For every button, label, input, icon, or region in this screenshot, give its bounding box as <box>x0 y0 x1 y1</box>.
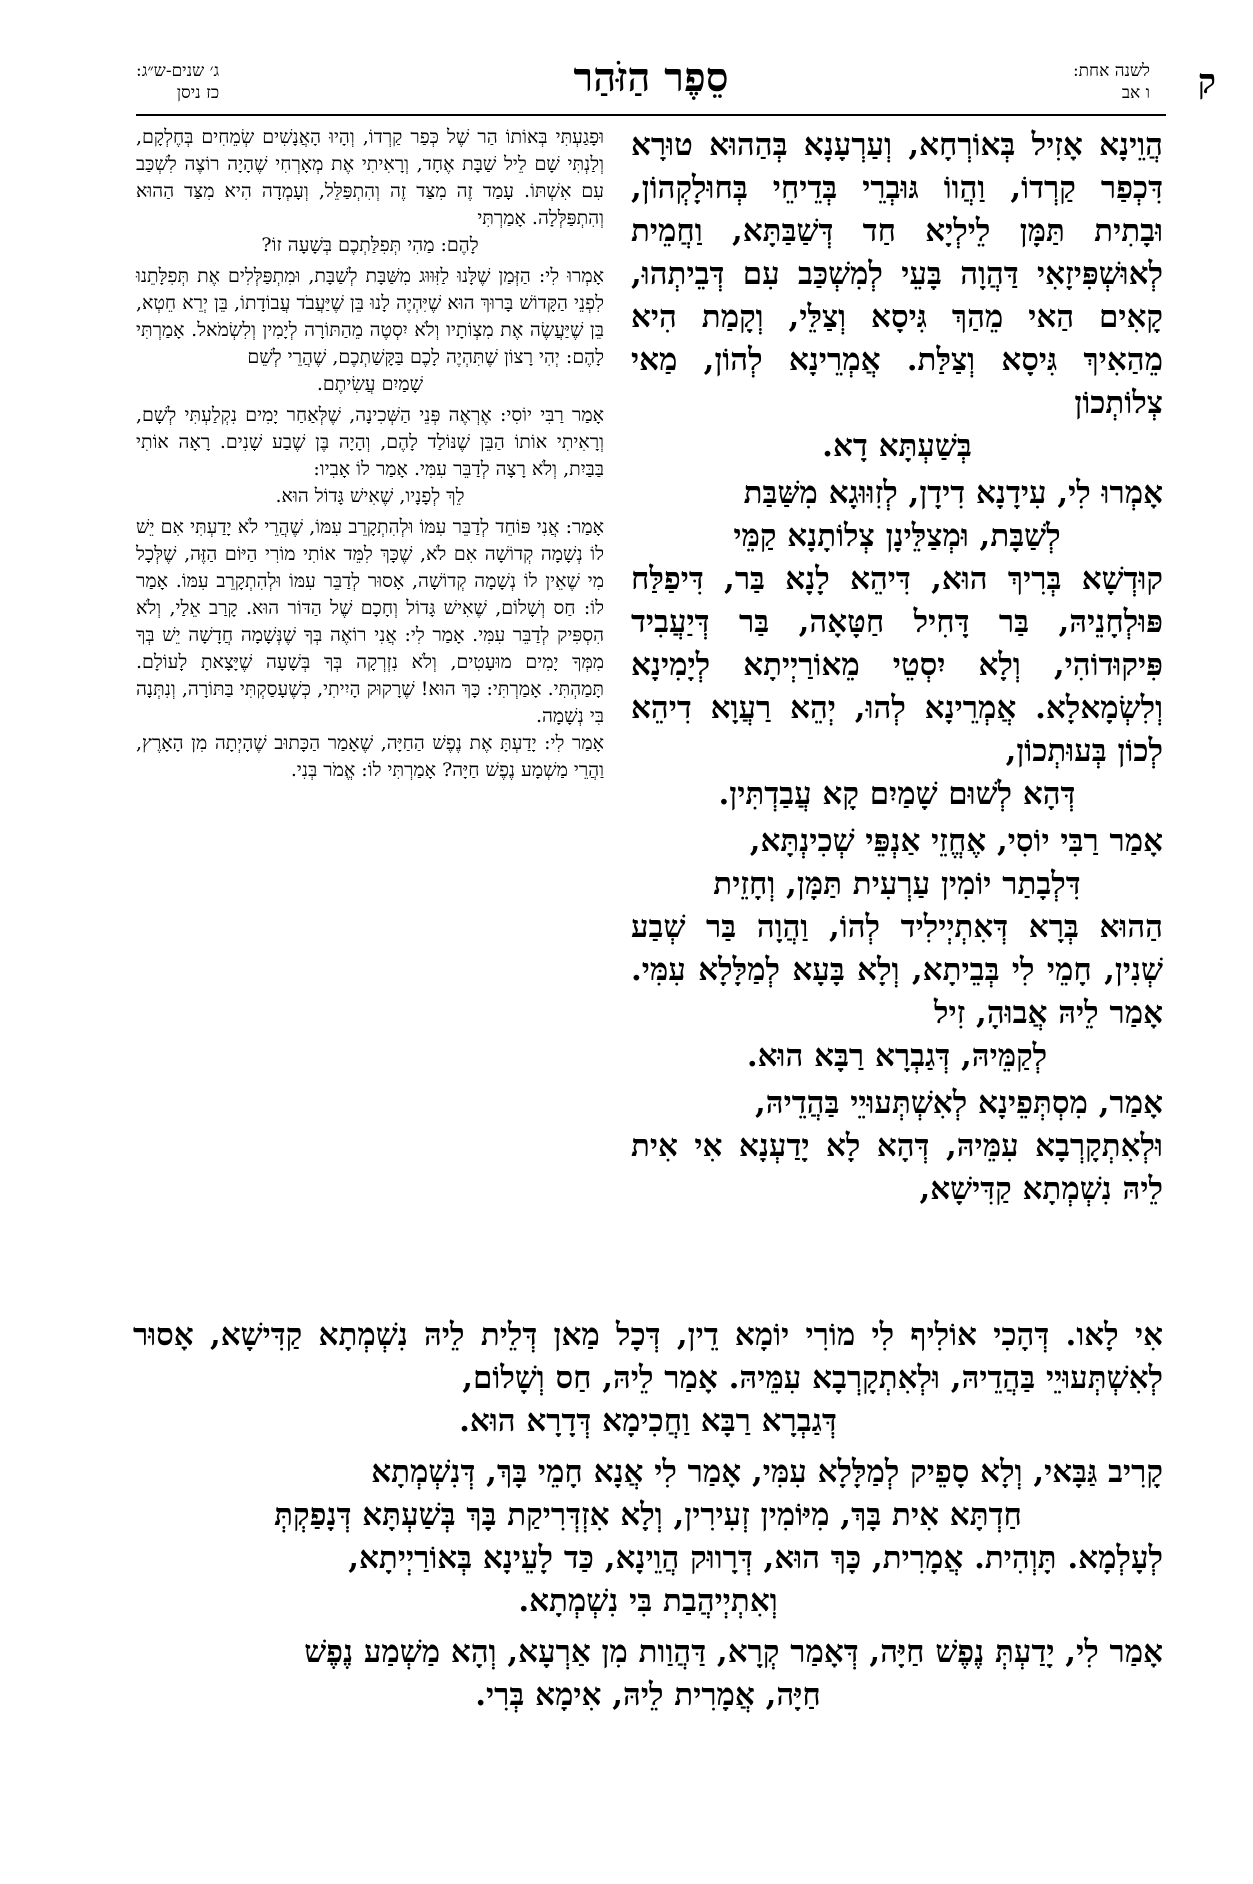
aramaic-paragraph: הֲוֵינָא אָזִיל בְּאוֹרְחָא, וְעַרְעָנָא בְּהַהוּא טוּרָא דִּכְפַר קַרְדוֹ, וַהֲווֹ גּוּבְרֵי בְּדֵיחֵי בְּחוּלָקְהוֹן, וּבָתִית תַּמָּן לֵילְיָא חַד דְּשַׁבַּתָּא, וַחֲמֵית לְאוּשְׁפִּיזָאִי דַּהֲוָה בָּעֵי לְמִשְׁכַּב עִם דְּבֵיתְהוּ, קָאִים הַאי מֵהַךְ גִּיסָא וְצַלֵּי, וְקָמַת הִיא מֵהַאִיךְ גִּיסָא וְצַלַּת. אֲמְרֵינָא לְהוֹן, מַאי צְלוֹתְכוֹן <box>631 127 1163 421</box>
right-header-bottom: ו אב <box>1121 83 1150 103</box>
aramaic-paragraph: וְאִתְיְיהֲבַת בִּי נִשְׁמְתָא. <box>518 1583 778 1619</box>
hebrew-paragraph: אָמַר: אֲנִי פּוֹחֵד לְדַבֵּר עִמּוֹ וּלְהִתְקָרֵב עִמּוֹ, שֶׁהֲרֵי לֹא יָדַעְתִּי אִם יֵשׁ לוֹ נְשָׁמָה קְדוֹשָׁה אִם לֹא, שֶׁכָּךְ לִמֵּד אוֹתִי מוֹרִי הַיּוֹם הַזֶּה, שֶׁלְּכָל מִי שֶׁאֵין לוֹ נְשָׁמָה קְדוֹשָׁה, אָסוּר לְדַבֵּר עִמּוֹ וּלְהִתְקָרֵב עִמּוֹ. אָמַר לוֹ: חַס וְשָׁלוֹם, שֶׁאִישׁ גָּדוֹל וְחָכָם שֶׁל הַדּוֹר הוּא. קָרַב אֵלַי, וְלֹא הִסְפִּיק לְדַבֵּר עִמִּי. אָמַר לִי: אֲנִי רוֹאֶה בְּךָ שֶׁנְּשָׁמָה חֲדָשָׁה יֵשׁ בְּךָ מִמְּךָ יָמִים מוּעָטִים, וְלֹא נִזְרְקָה בְּךָ בְּשָׁעָה שֶׁיָּצָאתָ לָעוֹלָם. תָּמַהְתִּי. אָמַרְתִּי: כָּךְ הוּא! שֶׁרָקוּק הָיִיתִי, כְּשֶׁעָסַקְתִּי בַּתּוֹרָה, וְנִתְּנָה בִּי נְשָׁמָה. <box>136 516 604 727</box>
aramaic-paragraph: אָמַר רַבִּי יוֹסִי, אֶחֱזֵי אַנְפֵּי שְׁכִינְתָּא, <box>749 823 1163 859</box>
hebrew-paragraph: וּפָגַעְתִּי בְּאוֹתוֹ הַר שֶׁל כְּפַר קַרְדוֹ, וְהָיוּ הָאֲנָשִׁים שְׂמֵחִים בְּחֶלְקָם, וְלַנְתִּי שָׁם לֵיל שַׁבָּת אֶחָד, וְרָאִיתִי אֶת מְאָרְחִי שֶׁהָיָה רוֹצֶה לִשְׁכַּב עִם אִשְׁתּוֹ. עָמַד זֶה מִצַּד זֶה וְהִתְפַּלֵּל, וְעָמְדָה הִיא מִצַּד הַהוּא וְהִתְפַּלְּלָה. אָמַרְתִּי <box>136 126 604 229</box>
hebrew-paragraph: לָהֶם: מַהִי תְּפִלַּתְכֶם בְּשָׁעָה זוֹ? <box>261 234 479 256</box>
aramaic-paragraph: אָמַר לִי, יָדַעְתְּ נֶפֶשׁ חַיָּה, דְּאָמַר קְרָא, דַּהֲוַות מִן אַרְעָא, וְהָא מַשְׁמַע נֶפֶשׁ <box>304 1634 1163 1670</box>
right-header-top: לשנה אחת: <box>1072 61 1150 81</box>
aramaic-paragraph: לְשַׁבָּת, וּמְצַלֵּינָן צְלוֹתָנָא קַמֵּי <box>733 518 1061 554</box>
aramaic-paragraph: דְּגַבְרָא רַבָּא וַחֲכִימָא דְּדָרָא הוּא. <box>459 1403 837 1439</box>
aramaic-paragraph: אָמְרוּ לִי, עִידָנָא דִידָן, לְזִוּוּגָא מִשַּׁבַּת <box>743 475 1163 511</box>
aramaic-paragraph: לְקַמֵּיהּ, דְּגַבְרָא רַבָּא הוּא. <box>746 1038 1048 1074</box>
aramaic-paragraph: דִּלְבָתַר יוֹמִין עַרְעִית תַּמָּן, וְחָזֵית <box>713 866 1081 902</box>
aramaic-paragraph: אִי לָאו. דְּהָכִי אוֹלִיף לִי מוֹרִי יוֹמָא דֵין, דְּכָל מַאן דְּלֵית לֵיהּ נִשְׁמְתָא קַדִּישָׁא, אָסוּר לְאִשְׁתְּעוּיֵי בַּהֲדֵיהּ, וּלְאִתְקָרְבָא עִמֵּיהּ. אָמַר לֵיהּ, חַס וְשָׁלוֹם, <box>133 1317 1163 1396</box>
hebrew-paragraph: אָמַר רַבִּי יוֹסִי: אֶרְאֶה פְּנֵי הַשְּׁכִינָה, שֶׁלְּאַחַר יָמִים נִקְלַעְתִּי לְשָׁם, וְרָאִיתִי אוֹתוֹ הַבֵּן שֶׁנּוֹלַד לָהֶם, וְהָיָה בֶּן שֶׁבַע שָׁנִים. רָאָה אוֹתִי בַּבַּיִת, וְלֹא רָצָה לְדַבֵּר עִמִּי. אָמַר לוֹ אָבִיו: <box>136 404 604 480</box>
aramaic-paragraph: חַיָּה, אֲמָרִית לֵיהּ, אִימָא בְּרִי. <box>475 1677 821 1713</box>
aramaic-continuation <box>133 1314 1163 1717</box>
aramaic-paragraph: חַדְתָּא אִית בָּךְ, מִיּוֹמִין זְעִירִין, וְלָא אִזְדְּרִיקַת בָּךְ בְּשַׁעְתָּא דְּנָפַקְתְּ <box>274 1497 1022 1533</box>
aramaic-paragraph: הַהוּא בְּרָא דְּאִתְיְילִיד לְהוֹ, וַהֲוָה בַּר שְׁבַע שְׁנִין, חָמֵי לִי בְּבֵיתָא, וְלָא בָּעָא לְמַלָּלָא עִמִּי. אָמַר לֵיהּ אֲבוּהָ, זִיל <box>631 909 1163 1031</box>
aramaic-paragraph: קָרִיב גַּבָּאי, וְלָא סָפֵיק לְמַלָּלָא עִמִּי, אָמַר לִי אֲנָא חָמֵי בָּךְ, דְּנִשְׁמְתָא <box>371 1454 1163 1490</box>
hebrew-paragraph: שָׁמַיִם עֲשִׂיתֶם. <box>316 373 424 395</box>
aramaic-paragraph: דְּהָא לְשׁוּם שָׁמַיִם קָא עֲבַדְתִּין. <box>718 776 1076 812</box>
page-header <box>136 52 1216 122</box>
aramaic-paragraph: אָמַר, מִסְתְּפֵינָא לְאִשְׁתְּעוּיֵי בַּהֲדֵיהּ, <box>755 1085 1163 1121</box>
hebrew-paragraph: אָמַר לִי: יָדַעְתָּ אֶת נֶפֶשׁ הַחַיָּה, שֶׁאָמַר הַכָּתוּב שֶׁהָיְתָה מִן הָאָרֶץ, וַהֲרֵי מַשְׁמָע נֶפֶשׁ חַיָּה? אָמַרְתִּי לוֹ: אֱמֹר בְּנִי. <box>136 732 604 781</box>
hebrew-translation-column <box>136 124 604 784</box>
hebrew-paragraph: אָמְרוּ לִי: הַזְּמַן שֶׁלָּנוּ לַזִּוּוּג מִשַּׁבָּת לְשַׁבָּת, וּמִתְפַּלְּלִים אֶת תְּפִלָּתֵנוּ לִפְנֵי הַקָּדוֹשׁ בָּרוּךְ הוּא שֶׁיִּהְיֶה לָנוּ בֵּן שֶׁיַּעֲבֹד עֲבוֹדָתוֹ, בֵּן יְרֵא חֵטְא, בֵּן שֶׁיַּעֲשֶׂה אֶת מִצְוֹתָיו וְלֹא יִסְטֶה מֵהַתּוֹרָה לְיָמִין וְלִשְׂמֹאל. אָמַרְתִּי לָהֶם: יְהִי רָצוֹן שֶׁתִּהְיֶה לָכֶם בַּקָּשַׁתְכֶם, שֶׁהֲרֵי לְשֵׁם <box>136 265 604 368</box>
aramaic-paragraph: וּלְאִתְקָרְבָא עִמֵּיהּ, דְּהָא לָא יָדַעְנָא אִי אִית לֵיהּ נִשְׁמְתָא קַדִּישָׁא, <box>631 1128 1163 1207</box>
hebrew-paragraph: לֵךְ לְפָנָיו, שֶׁאִישׁ גָּדוֹל הוּא. <box>275 485 465 507</box>
left-header-bottom: כז ניסן <box>176 83 220 103</box>
left-header-label <box>136 60 219 104</box>
header-divider <box>136 114 1166 116</box>
page-title: סֵפֶר הַזֹּהַר <box>573 54 729 101</box>
page-number: ק <box>1197 62 1216 102</box>
left-header-top: ג׳ שנים-ש״ג: <box>136 61 220 81</box>
aramaic-column <box>631 124 1163 1211</box>
aramaic-paragraph: בְּשַׁעְתָּא דָא. <box>822 428 972 464</box>
aramaic-paragraph: קוּדְשָׁא בְּרִיךְ הוּא, דִּיהֵא לָנָא בַּר, דִּיפַלַּח פּוּלְחָנֵיהּ, בַּר דָּחִיל חַטָּאָה, בַּר דְּיַעֲבִיד פִּיקוּדוֹהִי, וְלָא יִסְטֵי מֵאוֹרַיְיתָא לְיָמִינָא וְלִשְׂמָאלָא. אֲמְרֵינָא לְהוּ, יְהֵא רַעֲוָא דִיהֵא לְכוֹן בְּעוּתְכוֹן, <box>631 561 1163 769</box>
aramaic-paragraph: לְעָלְמָא. תָּוְהִית. אֲמָרִית, כָּךְ הוּא, דְּרָווּק הֲוֵינָא, כַּד לָעֵינָא בְּאוֹרַיְיתָא, <box>348 1540 1163 1576</box>
